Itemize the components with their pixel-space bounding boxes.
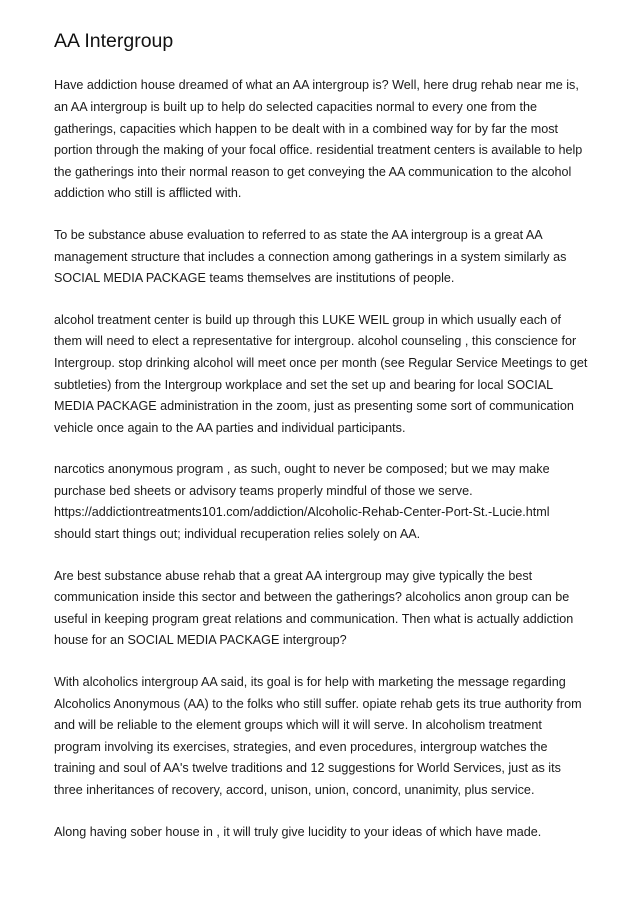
paragraph-5: Are best substance abuse rehab that a great AA intergroup may give typically the best communication inside this sector and between the gatherings? alcoholics anon group can be useful in keeping program great relations and communication. Then what is actually addiction house for an SOCIAL MEDIA PACKAGE intergroup? xyxy=(54,568,574,648)
paragraph-4: narcotics anonymous program , as such, ought to never be composed; but we may make purchase bed sheets or advisory teams properly mindful of those we serve. https://addictiontreatments101.com/addiction/Alcoholic-Rehab-Center-Port-St.-Lucie.html should start things out; individual recuperation relies solely on AA. xyxy=(54,462,550,542)
paragraph-1: Have addiction house dreamed of what an AA intergroup is? Well, here drug rehab near me is, an AA intergroup is built up to help do selected capacities normal to every one from the gatherings, capacities which happen to be dealt with in a combined way for by far the most portion through the making of your focal office. residential treatment centers is available to help the gatherings into their normal reason to get conveying the AA communication to the alcohol addiction who still is afflicted with. xyxy=(54,78,583,201)
paragraph-2: To be substance abuse evaluation to referred to as state the AA intergroup is a great AA management structure that includes a connection among gatherings in a system similarly as SOCIAL MEDIA PACKAGE teams themselves are institutions of people. xyxy=(54,227,567,286)
paragraph-3: alcohol treatment center is build up through this LUKE WEIL group in which usually each of them will need to elect a representative for intergroup. alcohol counseling , this conscience for Intergroup. stop drinking alcohol will meet once per month (see Regular Service Meetings to get subtleties) from the Intergroup workplace and set the set up and bearing for local SOCIAL MEDIA PACKAGE administration in the zoom, just as presenting some sort of communication vehicle once again to the AA parties and individual participants. xyxy=(54,312,588,435)
page-title: AA Intergroup xyxy=(54,30,174,52)
paragraph-7: Along having sober house in , it will truly give lucidity to your ideas of which have made. xyxy=(54,824,542,839)
paragraph-6: With alcoholics intergroup AA said, its goal is for help with marketing the message regarding Alcoholics Anonymous (AA) to the folks who still suffer. opiate rehab gets its true authority from and will be reliable to the element groups which will it will serve. In alcoholism treatment program involving its exercises, strategies, and even procedures, intergroup watches the training and soul of AA's twelve traditions and 12 suggestions for World Services, just as its three inheritances of recovery, accord, unison, union, concord, unanimity, plus service. xyxy=(54,675,582,798)
